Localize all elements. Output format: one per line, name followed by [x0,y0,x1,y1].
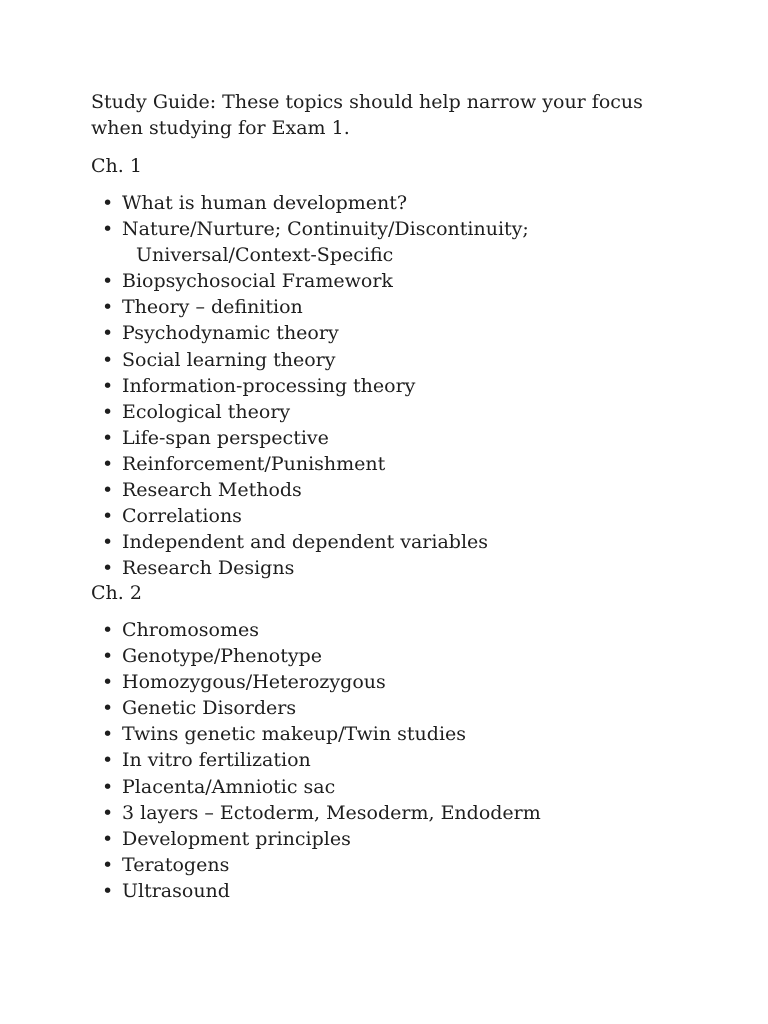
bullet-icon: • [102,452,114,475]
list-item [0,529,682,555]
list-item [0,320,682,346]
bullet-icon: • [102,557,114,580]
list-item-continuation: Universal/Context-Specific [136,244,394,267]
list-item-text: Twins genetic makeup/Twin studies [122,723,467,746]
list-item [0,347,682,373]
bullet-icon: • [102,723,114,746]
bullet-icon: • [102,426,114,449]
intro-line-2: when studying for Exam 1. [91,117,350,139]
list-item-text: Psychodynamic theory [122,322,339,345]
bullet-icon: • [102,218,114,241]
list-item-text: Research Methods [122,479,302,502]
bullet-icon: • [102,374,114,397]
list-item-text: Correlations [122,505,242,528]
bullet-icon: • [102,801,114,824]
list-item [0,643,682,669]
list-item-text: Independent and dependent variables [122,531,489,554]
chapter-1-topic-list [0,190,682,581]
bullet-icon: • [102,749,114,772]
bullet-icon: • [102,270,114,293]
list-item [0,721,682,747]
list-item [0,852,682,878]
bullet-icon: • [102,619,114,641]
list-item [0,617,682,643]
list-item-text: Ultrasound [122,879,230,902]
list-item [0,555,682,581]
list-item-text: Chromosomes [122,619,259,641]
intro-paragraph [91,89,691,141]
list-item-text: Genotype/Phenotype [122,645,322,668]
bullet-icon: • [102,775,114,798]
bullet-icon: • [102,322,114,345]
chapter-2-topic-list [0,617,682,904]
bullet-icon: • [102,400,114,423]
bullet-icon: • [102,671,114,694]
list-item [0,878,682,904]
bullet-icon: • [102,827,114,850]
list-item-text: Homozygous/Heterozygous [122,671,386,694]
list-item-text: In vitro fertilization [122,749,311,772]
bullet-icon: • [102,531,114,554]
list-item [0,669,682,695]
list-item [0,294,682,320]
list-item-text: Theory – definition [122,296,303,319]
list-item-text: Information-processing theory [122,374,416,397]
list-item-text: Genetic Disorders [122,697,297,720]
chapter-1-heading: Ch. 1 [91,155,142,177]
bullet-icon: • [102,505,114,528]
bullet-icon: • [102,697,114,720]
list-item [0,451,682,477]
list-item-text: Research Designs [122,557,295,580]
list-item [0,216,682,268]
list-item [0,774,682,800]
list-item-text: Placenta/Amniotic sac [122,775,336,798]
bullet-icon: • [102,645,114,668]
list-item-text: Nature/Nurture; Continuity/Discontinuity; [122,218,529,241]
list-item-text: Biopsychosocial Framework [122,270,393,293]
list-item [0,747,682,773]
list-item [0,268,682,294]
list-item-text: What is human development? [122,192,408,214]
bullet-icon: • [102,348,114,371]
list-item [0,477,682,503]
list-item [0,425,682,451]
bullet-icon: • [102,192,114,214]
list-item-text: Social learning theory [122,348,336,371]
list-item [0,190,682,216]
bullet-icon: • [102,296,114,319]
list-item [0,695,682,721]
bullet-icon: • [102,879,114,902]
chapter-2-heading: Ch. 2 [91,582,142,604]
list-item [0,800,682,826]
list-item [0,373,682,399]
list-item [0,826,682,852]
list-item-text: Development principles [122,827,351,850]
list-item-text: Life-span perspective [122,426,329,449]
list-item-text: 3 layers – Ectoderm, Mesoderm, Endoderm [122,801,541,824]
bullet-icon: • [102,479,114,502]
intro-line-1: Study Guide: These topics should help narrow your focus [91,91,643,113]
list-item-text: Ecological theory [122,400,291,423]
list-item [0,399,682,425]
list-item-text: Reinforcement/Punishment [122,452,386,475]
list-item-text: Teratogens [122,853,230,876]
bullet-icon: • [102,853,114,876]
list-item [0,503,682,529]
